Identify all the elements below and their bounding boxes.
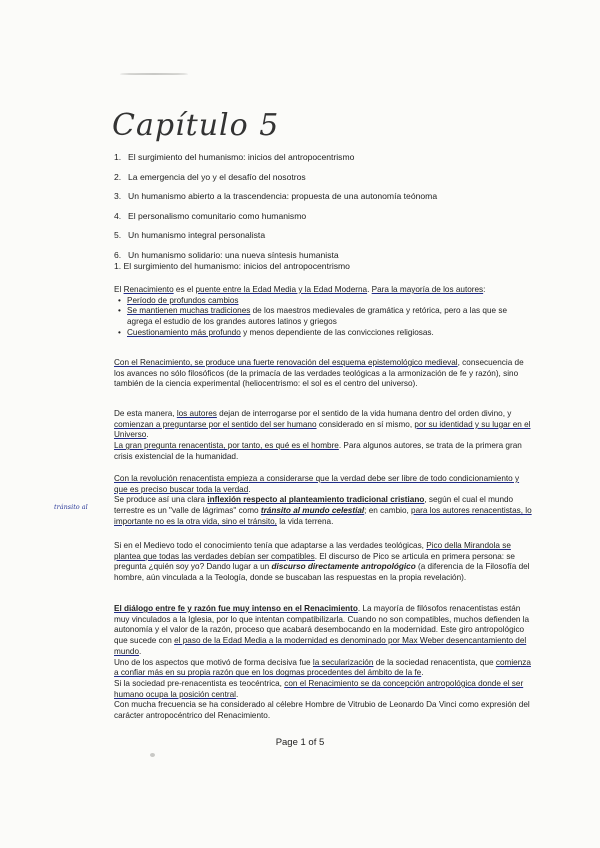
- paragraph-text: [114, 658, 534, 679]
- table-of-contents: [114, 148, 534, 265]
- toc-number: 6.: [114, 249, 122, 260]
- paragraph-text: [114, 409, 534, 441]
- paragraph-text: [114, 441, 534, 462]
- text-run: ; en cambio,: [364, 506, 412, 516]
- text-run: , consecuencia de los avances no sólo filosóficos (de la primacía de las verdades teológicas a la armonización de fe y razón), sino también de la ciencia experimental (heliocentrismo: el sol es el centro del universo).: [114, 358, 524, 389]
- text-run: considerado en sí mismo,: [316, 419, 415, 429]
- text-run: la vida terrena.: [276, 516, 334, 526]
- text-run: Si en el Medievo todo el conocimiento tenía que adaptarse a las verdades teológicas,: [114, 541, 427, 550]
- toc-text: El surgimiento del humanismo: inicios del antropocentrismo: [128, 152, 355, 162]
- underlined-text: la secularización: [312, 657, 374, 667]
- paragraph-text: [114, 474, 534, 495]
- text-run: dejan de interrogarse por el sentido de la vida humana dentro del orden divino, y: [216, 409, 512, 418]
- paragraph-epistemologia: [114, 358, 534, 390]
- underlined-text: El diálogo entre fe y razón fue muy intenso en el Renacimiento: [114, 604, 358, 613]
- text-run: .: [146, 430, 149, 440]
- underlined-text: Se mantienen muchas tradiciones: [127, 306, 251, 316]
- text-run: .: [235, 689, 239, 699]
- underlined-text: inflexión respecto al planteamiento tradicional cristiano: [207, 495, 425, 505]
- toc-number: 4.: [114, 210, 122, 221]
- text-run: es el: [173, 285, 196, 294]
- text-run: Se produce así una clara: [114, 495, 208, 505]
- text-run: . La mayoría de filósofos renacentistas están muy vinculados a la Iglesia, por lo que intentan compatibilizarla. Cuando no son compatibles, muchos defienden la autonomía y el valor de la razón, proceso que acabará desembocando en la modernidad. Este giro antropológico que sucede con: [114, 604, 530, 646]
- paragraph-text: [114, 495, 534, 527]
- underlined-text: tránsito al mundo celestial: [260, 506, 365, 516]
- paragraph-fe-razon: [114, 604, 534, 722]
- underlined-text: para los autores renacentistas, lo importante no es la otra vida, sino el tránsito,: [114, 506, 532, 526]
- paragraph-text: [114, 700, 534, 721]
- text-run: El: [114, 285, 124, 294]
- underlined-text: Con el Renacimiento, se produce una fuerte renovación del esquema epistemológico medieval: [114, 358, 458, 367]
- underlined-text: Para la mayoría de los autores: [371, 285, 484, 294]
- scan-mark: [120, 73, 188, 75]
- scan-mark: [150, 753, 155, 757]
- text-run: y menos dependiente de las convicciones religiosas.: [240, 327, 434, 337]
- list-item: [127, 306, 534, 327]
- paragraph-text: [114, 679, 534, 700]
- toc-number: 1.: [114, 152, 122, 162]
- text-run: . Para algunos autores, se trata de la primera gran crisis existencial de la humanidad.: [114, 441, 522, 461]
- toc-text: Un humanismo integral personalista: [128, 230, 266, 240]
- underlined-text: comienza a confiar más en su propia razón que en los dogmas procedentes del ámbito de la fe: [114, 657, 531, 678]
- text-run: Si la sociedad pre-renacentista es teocéntrica,: [114, 678, 285, 688]
- paragraph-renacimiento: [114, 285, 534, 339]
- text-run: De esta manera,: [114, 409, 177, 418]
- text-run: Uno de los aspectos que motivó de forma decisiva fue: [114, 657, 313, 667]
- toc-number: 5.: [114, 230, 122, 240]
- text-run: .: [367, 285, 372, 294]
- page-footer: Page 1 of 5: [275, 737, 325, 748]
- text-run: :: [483, 285, 486, 294]
- list-item: [127, 296, 534, 307]
- emphasis-text: discurso directamente antropológico: [271, 562, 416, 572]
- underlined-text: Período de profundos cambios: [127, 295, 239, 305]
- toc-item: [114, 168, 534, 188]
- toc-item: [114, 148, 534, 168]
- paragraph-revolucion: [114, 474, 534, 528]
- text-run: .: [139, 646, 142, 656]
- toc-number: 3.: [114, 191, 122, 201]
- paragraph-text: [114, 285, 534, 296]
- toc-text: El personalismo comunitario como humanismo: [128, 210, 307, 221]
- underlined-text: por su identidad y su lugar en el Universo: [114, 419, 531, 440]
- paragraph-pico: [114, 541, 534, 584]
- chapter-title: Capítulo 5: [112, 108, 280, 143]
- text-run: .: [421, 668, 424, 678]
- bullet-list: [114, 296, 534, 339]
- paragraph-text: [114, 541, 534, 584]
- text-run: .: [248, 484, 251, 494]
- toc-item: [114, 207, 534, 227]
- underlined-text: Cuestionamiento más profundo: [127, 327, 241, 337]
- toc-text: Un humanismo abierto a la trascendencia: propuesta de una autonomía teónoma: [128, 191, 438, 201]
- underlined-text: el paso de la Edad Media a la modernidad es denominado por Max Weber desencantamiento del mundo: [114, 636, 527, 656]
- section-heading: 1. El surgimiento del humanismo: inicios del antropocentrismo: [114, 261, 350, 271]
- toc-item: [114, 226, 534, 246]
- toc-number: 2.: [114, 171, 122, 182]
- paragraph-text: [114, 604, 534, 658]
- underlined-text: comienzan a preguntarse por el sentido del ser humano: [114, 419, 317, 429]
- handwritten-margin-note: tránsito al: [54, 503, 88, 511]
- text-run: Con mucha frecuencia se ha considerado al célebre Hombre de Vitrubio de Leonardo Da Vinci como expresión del carácter antropocéntrico del Renacimiento.: [114, 700, 530, 721]
- toc-text: La emergencia del yo y el desafío del nosotros: [128, 171, 306, 182]
- underlined-text: Renacimiento: [123, 285, 174, 294]
- paragraph-text: [114, 358, 534, 390]
- underlined-text: con el Renacimiento se da concepción antropológica donde el ser humano ocupa la posición central: [114, 678, 524, 699]
- text-run: , según el cual el mundo terrestre es un "valle de lágrimas" como: [114, 495, 514, 516]
- list-item: [127, 328, 534, 339]
- underlined-text: los autores: [176, 409, 217, 418]
- toc-text: Un humanismo solidario: una nueva síntesis humanista: [128, 249, 339, 260]
- paragraph-pregunta: [114, 409, 534, 463]
- underlined-text: puente entre la Edad Media y la Edad Moderna: [195, 285, 368, 294]
- underlined-text: Con la revolución renacentista empieza a considerarse que la verdad debe ser libre de todo condicionamiento y que es preciso buscar toda la verdad: [114, 474, 520, 494]
- underlined-text: Pico della Mirandola se plantea que todas las verdades debían ser compatibles: [114, 541, 511, 561]
- underlined-text: La gran pregunta renacentista, por tanto, es qué es el hombre: [114, 441, 339, 451]
- text-run: de la sociedad renacentista, que: [373, 657, 496, 667]
- text-run: de los maestros medievales de gramática y retórica, pero a las que se agrega el estudio de los grandes autores latinos y griegos: [127, 306, 508, 327]
- text-run: . El discurso de Pico se articula en primera persona: se pregunta ¿quién soy yo? Dando lugar a un: [114, 551, 515, 572]
- toc-item: [114, 187, 534, 207]
- text-run: (a diferencia de la Filosofía del hombre, aún vinculada a la Teología, donde se buscaban las respuestas en la propia revelación).: [114, 562, 530, 583]
